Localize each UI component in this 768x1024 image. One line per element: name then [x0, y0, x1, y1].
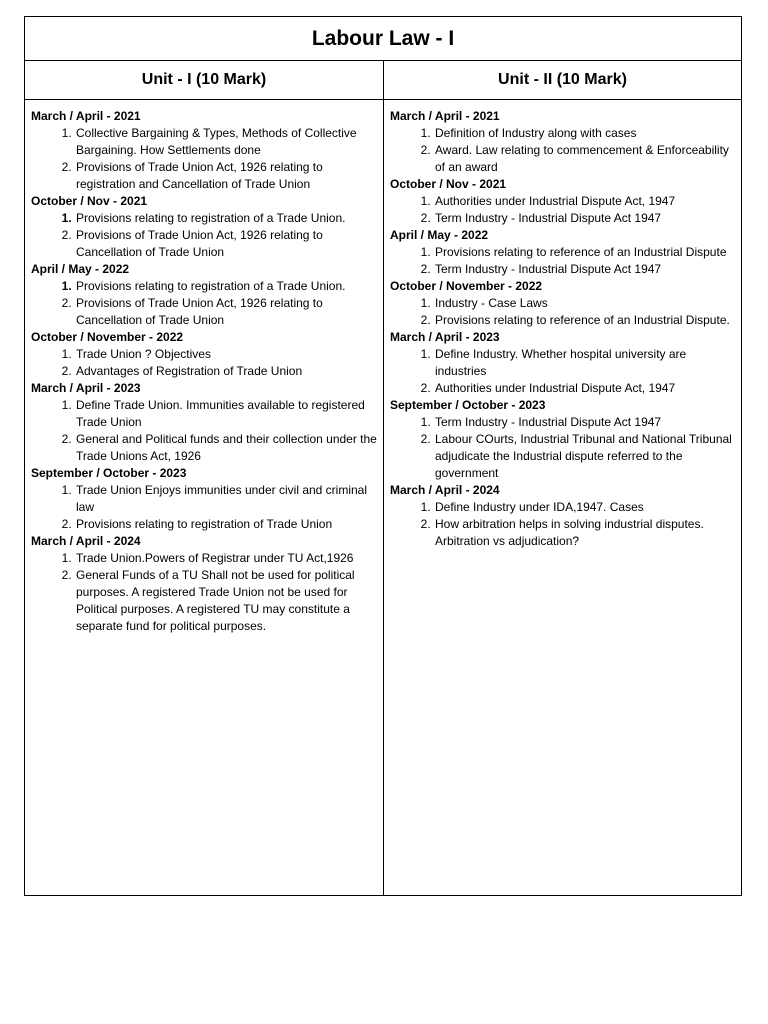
unit-content-row: [25, 100, 741, 895]
session-title: October / Nov - 2021: [390, 177, 507, 191]
exam-session: [31, 193, 377, 261]
unit-1-heading: Unit - I (10 Mark): [25, 61, 384, 99]
session-title: April / May - 2022: [31, 262, 130, 276]
question-list: [390, 244, 735, 278]
question-item: 2. Authorities under Industrial Dispute Act, 1947: [434, 380, 735, 397]
question-item: 1. Define Industry under IDA,1947. Cases: [434, 499, 735, 516]
exam-session: [31, 261, 377, 329]
exam-session: [390, 329, 735, 397]
question-item: 2. General and Political funds and their collection under the Trade Unions Act, 1926: [75, 431, 377, 465]
session-title: March / April - 2023: [31, 381, 141, 395]
question-item: 1. Trade Union Enjoys immunities under civil and criminal law: [75, 482, 377, 516]
question-list: [31, 346, 377, 380]
unit-header-row: [25, 61, 741, 100]
question-list: [390, 414, 735, 482]
question-item: 1. Provisions relating to reference of an Industrial Dispute: [434, 244, 735, 261]
document-title: Labour Law - I: [25, 17, 741, 61]
session-title: September / October - 2023: [390, 398, 546, 412]
exam-session: [390, 278, 735, 329]
question-list: [31, 550, 377, 635]
question-item: 2. Provisions relating to registration of Trade Union: [75, 516, 377, 533]
question-list: [390, 295, 735, 329]
question-item: 2. Provisions of Trade Union Act, 1926 relating to registration and Cancellation of Trade Union: [75, 159, 377, 193]
question-list: [390, 499, 735, 550]
question-item: 2. General Funds of a TU Shall not be used for political purposes. A registered Trade Union not be used for Political purposes. A registered TU may constitute a separate fund for political purposes.: [75, 567, 377, 635]
session-title: October / November - 2022: [31, 330, 184, 344]
question-item: 1. Trade Union ? Objectives: [75, 346, 377, 363]
unit-1-column: [25, 100, 384, 895]
question-list: [31, 482, 377, 533]
exam-session: [31, 329, 377, 380]
exam-session: [31, 108, 377, 193]
unit-2-heading: Unit - II (10 Mark): [498, 71, 627, 88]
question-item: 1. Define Industry. Whether hospital university are industries: [434, 346, 735, 380]
question-item: 2. Provisions relating to reference of an Industrial Dispute.: [434, 312, 735, 329]
question-item: 1. Authorities under Industrial Dispute Act, 1947: [434, 193, 735, 210]
session-title: March / April - 2024: [390, 483, 500, 497]
exam-session: [390, 482, 735, 550]
exam-session: [390, 176, 735, 227]
question-table: [24, 16, 742, 896]
question-list: [31, 397, 377, 465]
question-item: 2. Term Industry - Industrial Dispute Act 1947: [434, 210, 735, 227]
exam-session: [390, 397, 735, 482]
session-title: March / April - 2021: [31, 109, 141, 123]
question-item: 1. Term Industry - Industrial Dispute Act 1947: [434, 414, 735, 431]
question-item: 1. Collective Bargaining & Types, Methods of Collective Bargaining. How Settlements done: [75, 125, 377, 159]
question-item: 2. Provisions of Trade Union Act, 1926 relating to Cancellation of Trade Union: [75, 227, 377, 261]
question-item: 1. Provisions relating to registration of a Trade Union.: [75, 278, 377, 295]
question-list: [31, 210, 377, 261]
question-item: 2. Labour COurts, Industrial Tribunal and National Tribunal adjudicate the Industrial dispute referred to the government: [434, 431, 735, 482]
question-item: 2. How arbitration helps in solving industrial disputes. Arbitration vs adjudication?: [434, 516, 735, 550]
exam-session: [390, 227, 735, 278]
question-item: 2. Award. Law relating to commencement & Enforceability of an award: [434, 142, 735, 176]
question-item: 1. Provisions relating to registration of a Trade Union.: [75, 210, 377, 227]
question-list: [31, 125, 377, 193]
exam-session: [31, 465, 377, 533]
session-title: March / April - 2021: [390, 109, 500, 123]
question-list: [390, 193, 735, 227]
question-item: 2. Provisions of Trade Union Act, 1926 relating to Cancellation of Trade Union: [75, 295, 377, 329]
session-title: September / October - 2023: [31, 466, 187, 480]
unit-2-column: [384, 100, 741, 895]
exam-session: [390, 108, 735, 176]
question-list: [390, 346, 735, 397]
question-item: 1. Trade Union.Powers of Registrar under TU Act,1926: [75, 550, 377, 567]
exam-session: [31, 533, 377, 635]
exam-session: [31, 380, 377, 465]
question-item: 1. Definition of Industry along with cases: [434, 125, 735, 142]
session-title: March / April - 2024: [31, 534, 141, 548]
session-title: October / Nov - 2021: [31, 194, 148, 208]
question-item: 1. Industry - Case Laws: [434, 295, 735, 312]
question-item: 2. Term Industry - Industrial Dispute Act 1947: [434, 261, 735, 278]
question-item: 2. Advantages of Registration of Trade Union: [75, 363, 377, 380]
session-title: October / November - 2022: [390, 279, 543, 293]
question-item: 1. Define Trade Union. Immunities available to registered Trade Union: [75, 397, 377, 431]
question-list: [31, 278, 377, 329]
question-list: [390, 125, 735, 176]
session-title: March / April - 2023: [390, 330, 500, 344]
session-title: April / May - 2022: [390, 228, 489, 242]
